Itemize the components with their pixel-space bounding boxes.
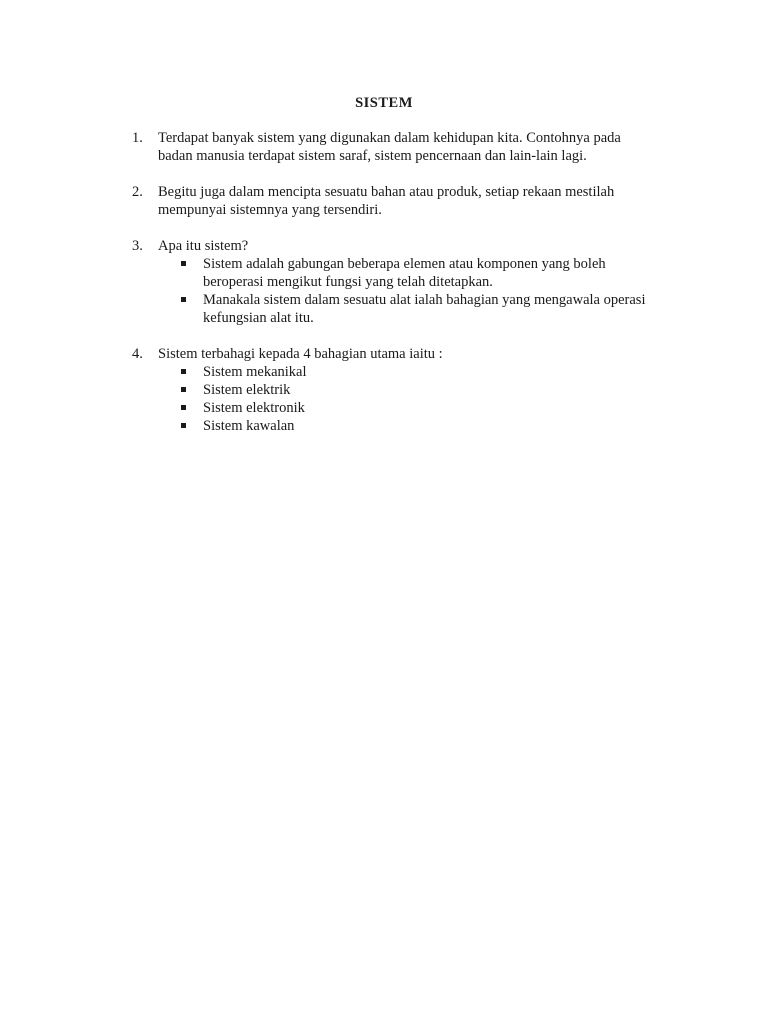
bullet-text: Sistem kawalan [203,418,295,434]
square-bullet-icon [181,369,186,374]
bullet-text: Sistem elektrik [203,382,291,398]
bullet-text: Sistem adalah gabungan beberapa elemen atau komponen yang boleh beroperasi mengikut fungsi yang telah ditetapkan. [203,256,606,290]
square-bullet-icon [181,423,186,428]
item-number: 4. [132,346,143,362]
bullet-item [158,363,652,381]
bullet-list [158,255,652,327]
bullet-list [158,363,652,435]
item-number: 3. [132,238,143,254]
item-number: 1. [132,130,143,146]
bullet-item [158,399,652,417]
square-bullet-icon [181,405,186,410]
bullet-text: Sistem elektronik [203,400,305,416]
bullet-item [158,417,652,435]
document-title: SISTEM [355,95,413,111]
item-text: Sistem terbahagi kepada 4 bahagian utama iaitu : [158,346,443,362]
item-number: 2. [132,184,143,200]
bullet-item [158,255,652,291]
list-item-2 [132,183,652,219]
square-bullet-icon [181,261,186,266]
item-text: Terdapat banyak sistem yang digunakan dalam kehidupan kita. Contohnya pada badan manusia terdapat sistem saraf, sistem pencernaan dan lain-lain lagi. [158,130,621,164]
item-text: Apa itu sistem? [158,238,249,254]
bullet-text: Manakala sistem dalam sesuatu alat ialah bahagian yang mengawala operasi kefungsian alat itu. [203,292,646,326]
list-item-1 [132,129,652,165]
bullet-item [158,381,652,399]
square-bullet-icon [181,297,186,302]
item-text: Begitu juga dalam mencipta sesuatu bahan atau produk, setiap rekaan mestilah mempunyai sistemnya yang tersendiri. [158,184,615,218]
bullet-text: Sistem mekanikal [203,364,307,380]
square-bullet-icon [181,387,186,392]
bullet-item [158,291,652,327]
list-item-3 [132,237,652,327]
numbered-list [132,129,652,453]
list-item-4 [132,345,652,435]
